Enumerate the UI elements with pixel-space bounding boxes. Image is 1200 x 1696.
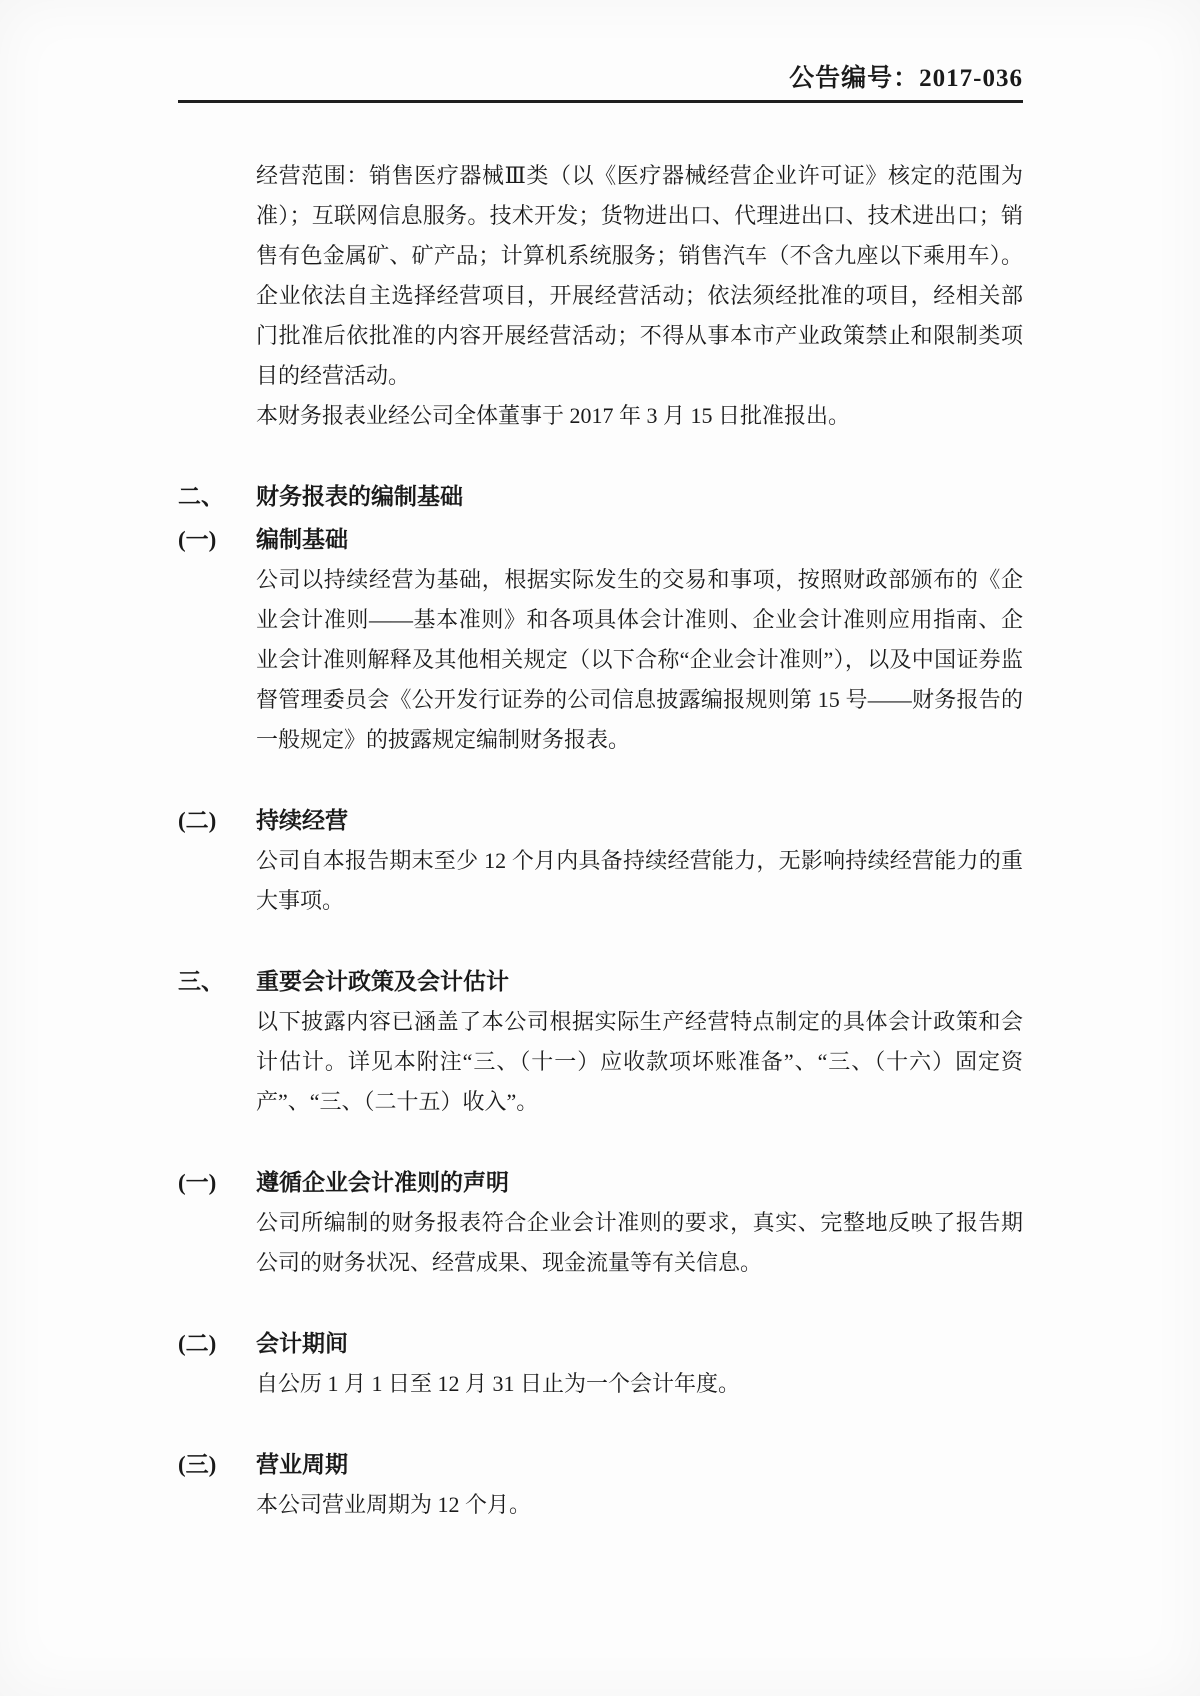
- section-3-2-label: (二): [178, 1331, 217, 1356]
- section-2-1-title: 编制基础: [256, 526, 348, 552]
- section-3-2-heading: [178, 1323, 1023, 1364]
- accounting-policies-intro-paragraph: 以下披露内容已涵盖了本公司根据实际生产经营特点制定的具体会计政策和会计估计。详见本附注“三、（十一）应收款项坏账准备”、“三、（十六）固定资产”、“三、（二十五）收入”。: [256, 1009, 1023, 1114]
- accounting-period-paragraph: 自公历 1 月 1 日至 12 月 31 日止为一个会计年度。: [256, 1371, 741, 1396]
- section-3-3-title: 营业周期: [256, 1451, 348, 1477]
- section-3-label: 三、: [178, 969, 224, 994]
- section-3-3-label: (三): [178, 1452, 217, 1477]
- section-2-2-label: (二): [178, 808, 217, 833]
- section-2-2-heading: [178, 800, 1023, 841]
- going-concern-paragraph: 公司自本报告期末至少 12 个月内具备持续经营能力，无影响持续经营能力的重大事项。: [256, 848, 1023, 913]
- section-3-1-title: 遵循企业会计准则的声明: [256, 1169, 509, 1195]
- section-2-label: 二、: [178, 484, 224, 509]
- section-2-1-heading: [178, 519, 1023, 560]
- business-scope-paragraph: 经营范围：销售医疗器械Ⅲ类（以《医疗器械经营企业许可证》核定的范围为准）；互联网信息服务。技术开发；货物进出口、代理进出口、技术进出口；销售有色金属矿、矿产品；计算机系统服务；销售汽车（不含九座以下乘用车）。企业依法自主选择经营项目，开展经营活动；依法须经批准的项目，经相关部门批准后依批准的内容开展经营活动；不得从事本市产业政策禁止和限制类项目的经营活动。: [256, 163, 1023, 388]
- section-3-title: 重要会计政策及会计估计: [256, 968, 509, 994]
- section-3-1-heading: [178, 1162, 1023, 1203]
- section-3-3-heading: [178, 1444, 1023, 1485]
- section-3-1-label: (一): [178, 1170, 217, 1195]
- section-2-2-title: 持续经营: [256, 807, 348, 833]
- operating-cycle-paragraph: 本公司营业周期为 12 个月。: [256, 1492, 532, 1517]
- page-header: [789, 58, 1023, 94]
- announcement-number: 公告编号：2017-036: [789, 65, 1023, 92]
- section-2-title: 财务报表的编制基础: [256, 483, 463, 509]
- section-3-2-title: 会计期间: [256, 1330, 348, 1356]
- section-2-heading: [178, 476, 1023, 517]
- report-approval-paragraph: 本财务报表业经公司全体董事于 2017 年 3 月 15 日批准报出。: [256, 403, 851, 428]
- header-rule: [178, 100, 1023, 103]
- section-2-1-label: (一): [178, 527, 217, 552]
- compliance-statement-paragraph: 公司所编制的财务报表符合企业会计准则的要求，真实、完整地反映了报告期公司的财务状况、经营成果、现金流量等有关信息。: [256, 1210, 1023, 1275]
- preparation-basis-paragraph: 公司以持续经营为基础，根据实际发生的交易和事项，按照财政部颁布的《企业会计准则——基本准则》和各项具体会计准则、企业会计准则应用指南、企业会计准则解释及其他相关规定（以下合称“企业会计准则”），以及中国证券监督管理委员会《公开发行证券的公司信息披露编报规则第 15 号——财务报告的一般规定》的披露规定编制财务报表。: [256, 567, 1023, 752]
- document-body: [178, 156, 1023, 1525]
- section-3-heading: [178, 961, 1023, 1002]
